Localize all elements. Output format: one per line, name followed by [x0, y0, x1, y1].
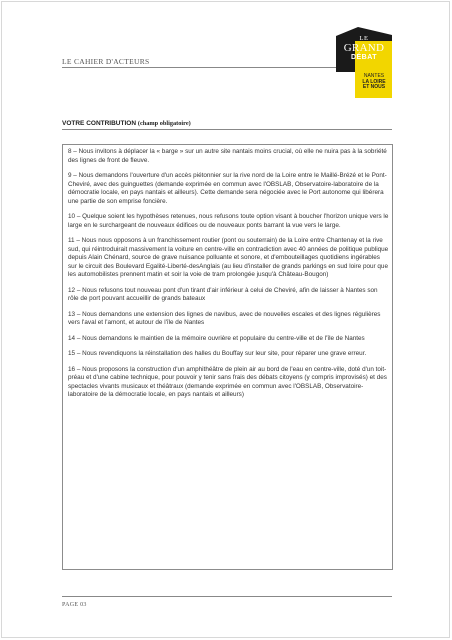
- contribution-text: [68, 148, 389, 407]
- logo-text-grand: GRAND: [343, 42, 385, 54]
- contribution-paragraph: 10 – Quelque soient les hypothèses retenues, nous refusons toute option visant à boucher l'horizon unique vers le large en le surchargeant de nouveaux édifices ou de nouveaux ponts barrant la vue vers le large.: [68, 213, 389, 229]
- contribution-paragraph: 15 – Nous revendiquons la réinstallation des halles du Bouffay sur leur site, pour réparer une grave erreur.: [68, 350, 367, 357]
- contribution-paragraph: 12 – Nous refusons tout nouveau pont d'un tirant d'air inférieur à celui de Cheviré, afin de laisser à Nantes son rôle de port pouvant accueillir de grands bateaux: [68, 286, 378, 302]
- contribution-paragraph: 13 – Nous demandons une extension des lignes de navibus, avec de nouvelles escales et des lignes régulières vers l'aval et l'amont, et autour de l'île de Nantes: [68, 310, 381, 326]
- logo-text-debat: DÉBAT: [350, 54, 378, 61]
- footer-divider: [62, 596, 392, 597]
- section-title: [62, 120, 191, 127]
- contribution-paragraph: 11 – Nous nous opposons à un franchissement routier (pont ou souterrain) de la Loire entre Chantenay et la rive sud, qui réintroduirait massivement la voiture en centre-ville en contradiction avec 40 années de politique publique depuis Alain Chénard, source de grave nuisance polluante et sonore, et d'embouteillages quotidiens ingérables sur le circuit des Boulevard Egalité-Liberté-desAnglais (au lieu d'installer de grands parkings en sud loire pour que les automobilistes prennent matin et soir la voie de tram prolongée jusqu'à Château-Bougon): [68, 237, 389, 278]
- page-number: PAGE 03: [62, 602, 87, 608]
- contribution-paragraph: 9 – Nous demandons l'ouverture d'un accès piétonnier sur la rive nord de la Loire entre le Maillé-Brézé et le Pont-Cheviré, avec des guinguettes (demande exprimée en commun avec l'OBSLAB, Observatoire-laboratoire de la démocratie locale, en pays nantais et ailleurs). Cette demande sera négociée avec le Port autonome qui libérera une partie de son emprise foncière.: [68, 172, 387, 205]
- section-divider: [62, 129, 392, 130]
- logo-text-le: LE: [359, 35, 369, 42]
- section-title-note: (champ obligatoire): [137, 120, 191, 127]
- contribution-paragraph: 8 – Nous invitons à déplacer la « barge » sur un autre site nantais moins crucial, où elle ne nuira pas à la sobriété des lignes de front de fleuve.: [68, 148, 387, 164]
- document-header-title: LE CAHIER D'ACTEURS: [62, 57, 150, 66]
- section-title-text: VOTRE CONTRIBUTION: [62, 120, 137, 127]
- logo-subtitle-et-nous: ET NOUS: [362, 84, 386, 91]
- contribution-paragraph: 14 – Nous demandons le maintien de la mémoire ouvrière et populaire du centre-ville et de l'île de Nantes: [68, 334, 365, 342]
- contribution-paragraph: 16 – Nous proposons la construction d'un amphithéâtre de plein air au bord de l'eau en centre-ville, doté d'un toit-préau et d'une cabine technique, pour pouvoir y tenir sans frais des débats citoyens (y compris improvisés) et des spectacles vivants musicaux et théâtraux (demande exprimée en commun avec l'OBSLAB, Observatoire-laboratoire de la démocratie locale, en pays nantais et ailleurs): [68, 365, 387, 398]
- logo-subtitle: [356, 74, 392, 91]
- logo-subtitle-la-loire: LA LOIRE: [362, 78, 386, 85]
- logo-subtitle-nantes: NANTES: [363, 73, 385, 79]
